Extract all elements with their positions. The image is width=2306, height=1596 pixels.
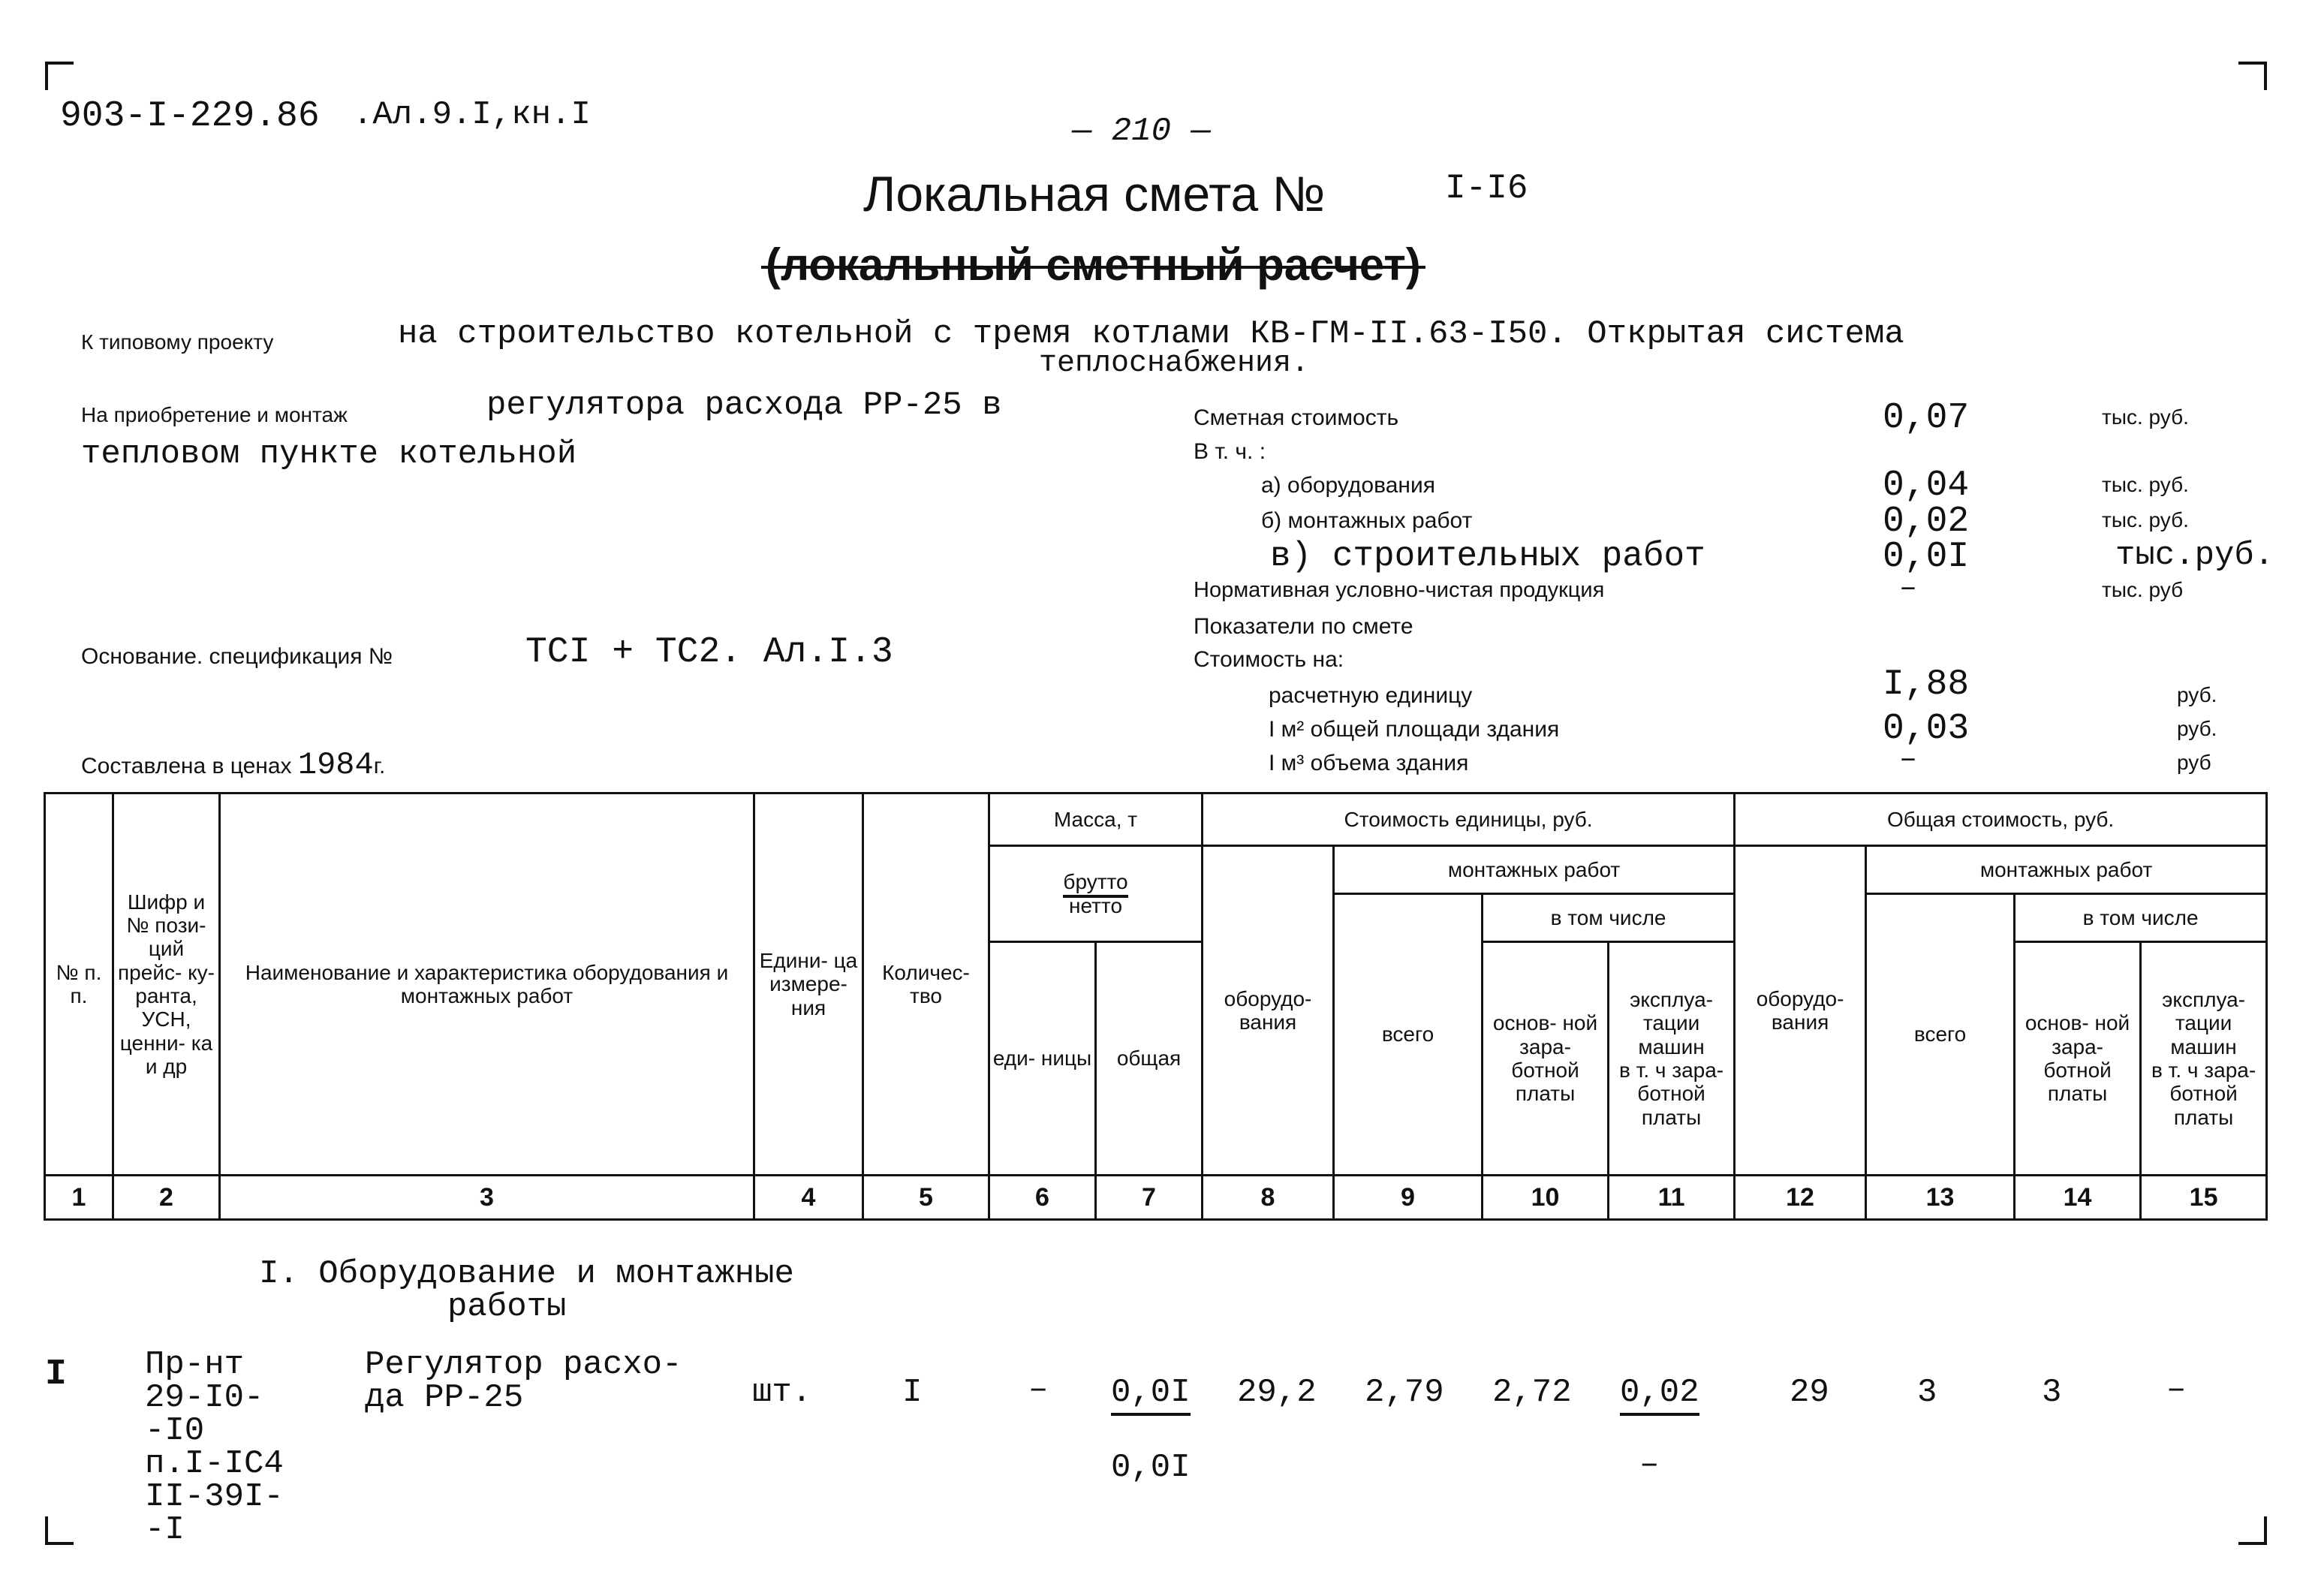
col-header-mass: Масса, т <box>989 793 1203 846</box>
row-unit-mount-total: 2,79 <box>1365 1374 1444 1411</box>
row-name <box>365 1346 682 1417</box>
mounting-cost-unit: тыс. руб. <box>2102 508 2189 531</box>
incl-label: В т. ч. : <box>1194 439 1266 464</box>
col-header-total-equipment: оборудо- вания <box>1735 846 1866 1176</box>
col-header-total-mount: монтажных работ <box>1866 846 2267 894</box>
purchase-line-1: регулятора расхода РР-25 в <box>486 387 1002 424</box>
per-unit-value: I,88 <box>1883 664 1970 705</box>
col-number: 2 <box>113 1176 220 1220</box>
equipment-cost-unit: тыс. руб. <box>2102 473 2189 496</box>
col-number: 9 <box>1334 1176 1483 1220</box>
struck-subtitle <box>766 239 1421 291</box>
row-code <box>145 1346 284 1549</box>
col-header-total-machines <box>2141 942 2267 1176</box>
row-code-line: -I <box>145 1511 185 1549</box>
col-number: 10 <box>1483 1176 1609 1220</box>
col-number: 15 <box>2141 1176 2267 1220</box>
row-unit-machines-salary: – <box>1639 1446 1660 1483</box>
building-cost-unit: тыс.руб. <box>2115 537 2274 574</box>
col-header-total-cost: Общая стоимость, руб. <box>1735 793 2267 846</box>
estimate-cost-value: 0,07 <box>1883 398 1970 438</box>
section-title-line-1: I. Оборудование и монтажные <box>259 1255 794 1293</box>
netto-label: нетто <box>1069 893 1123 917</box>
col-header-unit: Едини- ца измере- ния <box>754 793 863 1176</box>
machines-salary-label: в т. ч зара- ботной платы <box>2151 1058 2256 1129</box>
row-unit-machines: 0,02 <box>1620 1374 1699 1416</box>
project-line-1: на строительство котельной с тремя котлами КВ-ГМ-II.63-I50. Открытая система <box>398 315 1904 353</box>
row-name-line: Регулятор расхо- <box>365 1346 682 1384</box>
col-header-unit-cost: Стоимость единицы, руб. <box>1203 793 1735 846</box>
row-code-line: 29-I0- <box>145 1379 264 1417</box>
col-header-name: Наименование и характеристика оборудования и монтажных работ <box>220 793 754 1176</box>
col-header-mass-unit: еди- ницы <box>989 942 1096 1176</box>
basis-value: ТСI + ТС2. Ал.I.3 <box>525 632 893 673</box>
prices-suffix: г. <box>373 754 386 778</box>
struck-subtitle-text: (локальный сметный расчет) <box>766 239 1421 290</box>
col-number: 6 <box>989 1176 1096 1220</box>
col-header-total-base-salary: основ- ной зара- ботной платы <box>2015 942 2141 1176</box>
col-header-unit-incl: в том числе <box>1483 894 1735 942</box>
col-number: 8 <box>1203 1176 1334 1220</box>
row-unit-base-salary: 2,72 <box>1492 1374 1572 1411</box>
col-header-unit-machines <box>1609 942 1735 1176</box>
estimate-cost-unit: тыс. руб. <box>2102 405 2189 429</box>
per-unit-label: расчетную единицу <box>1269 683 1473 708</box>
mounting-cost-value: 0,02 <box>1883 501 1970 542</box>
col-number: 1 <box>45 1176 113 1220</box>
row-code-line: Пр-нт <box>145 1346 245 1384</box>
col-header-qty: Количес- тво <box>863 793 989 1176</box>
col-header-num: № п. п. <box>45 793 113 1176</box>
basis-label: Основание. спецификация № <box>81 644 393 669</box>
col-header-unit-base-salary: основ- ной зара- ботной платы <box>1483 942 1609 1176</box>
title-main: Локальная смета № <box>863 166 1326 221</box>
corner-mark-bottom-left <box>45 1516 74 1545</box>
col-header-unit-mount-total: всего <box>1334 894 1483 1176</box>
normative-value: – <box>1899 572 1918 606</box>
mounting-cost-label: б) монтажных работ <box>1261 508 1473 533</box>
corner-mark-top-left <box>45 62 74 90</box>
col-number: 4 <box>754 1176 863 1220</box>
per-unit-unit: руб. <box>2177 683 2217 706</box>
col-header-unit-mount: монтажных работ <box>1334 846 1735 894</box>
row-mass-total-netto: 0,0I <box>1111 1449 1191 1486</box>
per-area-unit: руб. <box>2177 717 2217 740</box>
col-number: 12 <box>1735 1176 1866 1220</box>
doc-code: 903-I-229.86 <box>60 96 320 137</box>
cost-on-label: Стоимость на: <box>1194 647 1344 672</box>
row-unit-equipment: 29,2 <box>1237 1374 1317 1411</box>
estimate-number: I-I6 <box>1445 169 1528 208</box>
per-volume-unit: руб <box>2177 751 2211 774</box>
estimate-header-table <box>44 792 2268 1221</box>
per-area-label: I м² общей площади здания <box>1269 717 1560 742</box>
normative-label: Нормативная условно-чистая продукция <box>1194 578 1605 602</box>
row-total-base-salary: 3 <box>2042 1374 2062 1411</box>
section-title-line-2: работы <box>447 1288 567 1326</box>
row-mass-total-brutto: 0,0I <box>1111 1374 1191 1416</box>
project-label: К типовому проекту <box>81 330 274 354</box>
page-title <box>863 165 1325 222</box>
row-name-line: да РР-25 <box>365 1379 524 1417</box>
col-number: 11 <box>1609 1176 1735 1220</box>
per-area-value: 0,03 <box>1883 709 1970 749</box>
purchase-label: На приобретение и монтаж <box>81 403 348 426</box>
col-number: 7 <box>1096 1176 1203 1220</box>
indicators-label: Показатели по смете <box>1194 614 1413 639</box>
col-header-unit-equipment: оборудо- вания <box>1203 846 1334 1176</box>
col-number: 3 <box>220 1176 754 1220</box>
row-unit: шт. <box>752 1374 812 1411</box>
row-total-mount: 3 <box>1917 1374 1937 1411</box>
row-code-line: п.I-IС4 <box>145 1445 284 1483</box>
per-volume-value: – <box>1899 743 1918 777</box>
row-code-line: -I0 <box>145 1412 205 1450</box>
row-num: I <box>45 1354 67 1395</box>
prices-year: 1984 <box>297 747 374 783</box>
col-number: 13 <box>1866 1176 2015 1220</box>
row-qty: I <box>902 1374 923 1411</box>
building-cost-label: в) строительных работ <box>1270 537 1705 576</box>
per-volume-label: I м³ объема здания <box>1269 751 1469 775</box>
corner-mark-top-right <box>2238 62 2267 90</box>
page-number: — 210 — <box>1072 113 1211 150</box>
equipment-cost-value: 0,04 <box>1883 465 1970 506</box>
col-header-brutto-netto <box>989 846 1203 942</box>
building-cost-value: 0,0I <box>1883 537 1970 577</box>
estimate-cost-label: Сметная стоимость <box>1194 405 1399 430</box>
col-header-code: Шифр и № пози- ций прейс- ку- ранта, УСН, ценни- ка и др <box>113 793 220 1176</box>
row-total-machines: – <box>2166 1371 2187 1408</box>
machines-label: эксплуа- тации машин <box>1630 987 1713 1058</box>
brutto-label: брутто <box>1063 870 1127 898</box>
project-line-2: теплоснабжения. <box>1039 347 1310 381</box>
col-number: 14 <box>2015 1176 2141 1220</box>
purchase-line-2: тепловом пункте котельной <box>81 435 577 473</box>
equipment-cost-label: а) оборудования <box>1261 473 1435 498</box>
col-number: 5 <box>863 1176 989 1220</box>
machines-salary-label: в т. ч зара- ботной платы <box>1618 1058 1724 1129</box>
prices-label <box>81 747 385 783</box>
prices-text: Составлена в ценах <box>81 754 292 778</box>
machines-label: эксплуа- тации машин <box>2162 987 2246 1058</box>
corner-mark-bottom-right <box>2238 1516 2267 1545</box>
row-mass-unit: – <box>1028 1371 1049 1408</box>
col-header-mass-total: общая <box>1096 942 1203 1176</box>
col-header-total-incl: в том числе <box>2015 894 2267 942</box>
normative-unit: тыс. руб <box>2102 578 2184 601</box>
row-total-equipment: 29 <box>1790 1374 1829 1411</box>
row-code-line: II-39I- <box>145 1478 284 1516</box>
album-reference: .Ал.9.I,кн.I <box>353 96 591 134</box>
col-header-total-mount-total: всего <box>1866 894 2015 1176</box>
